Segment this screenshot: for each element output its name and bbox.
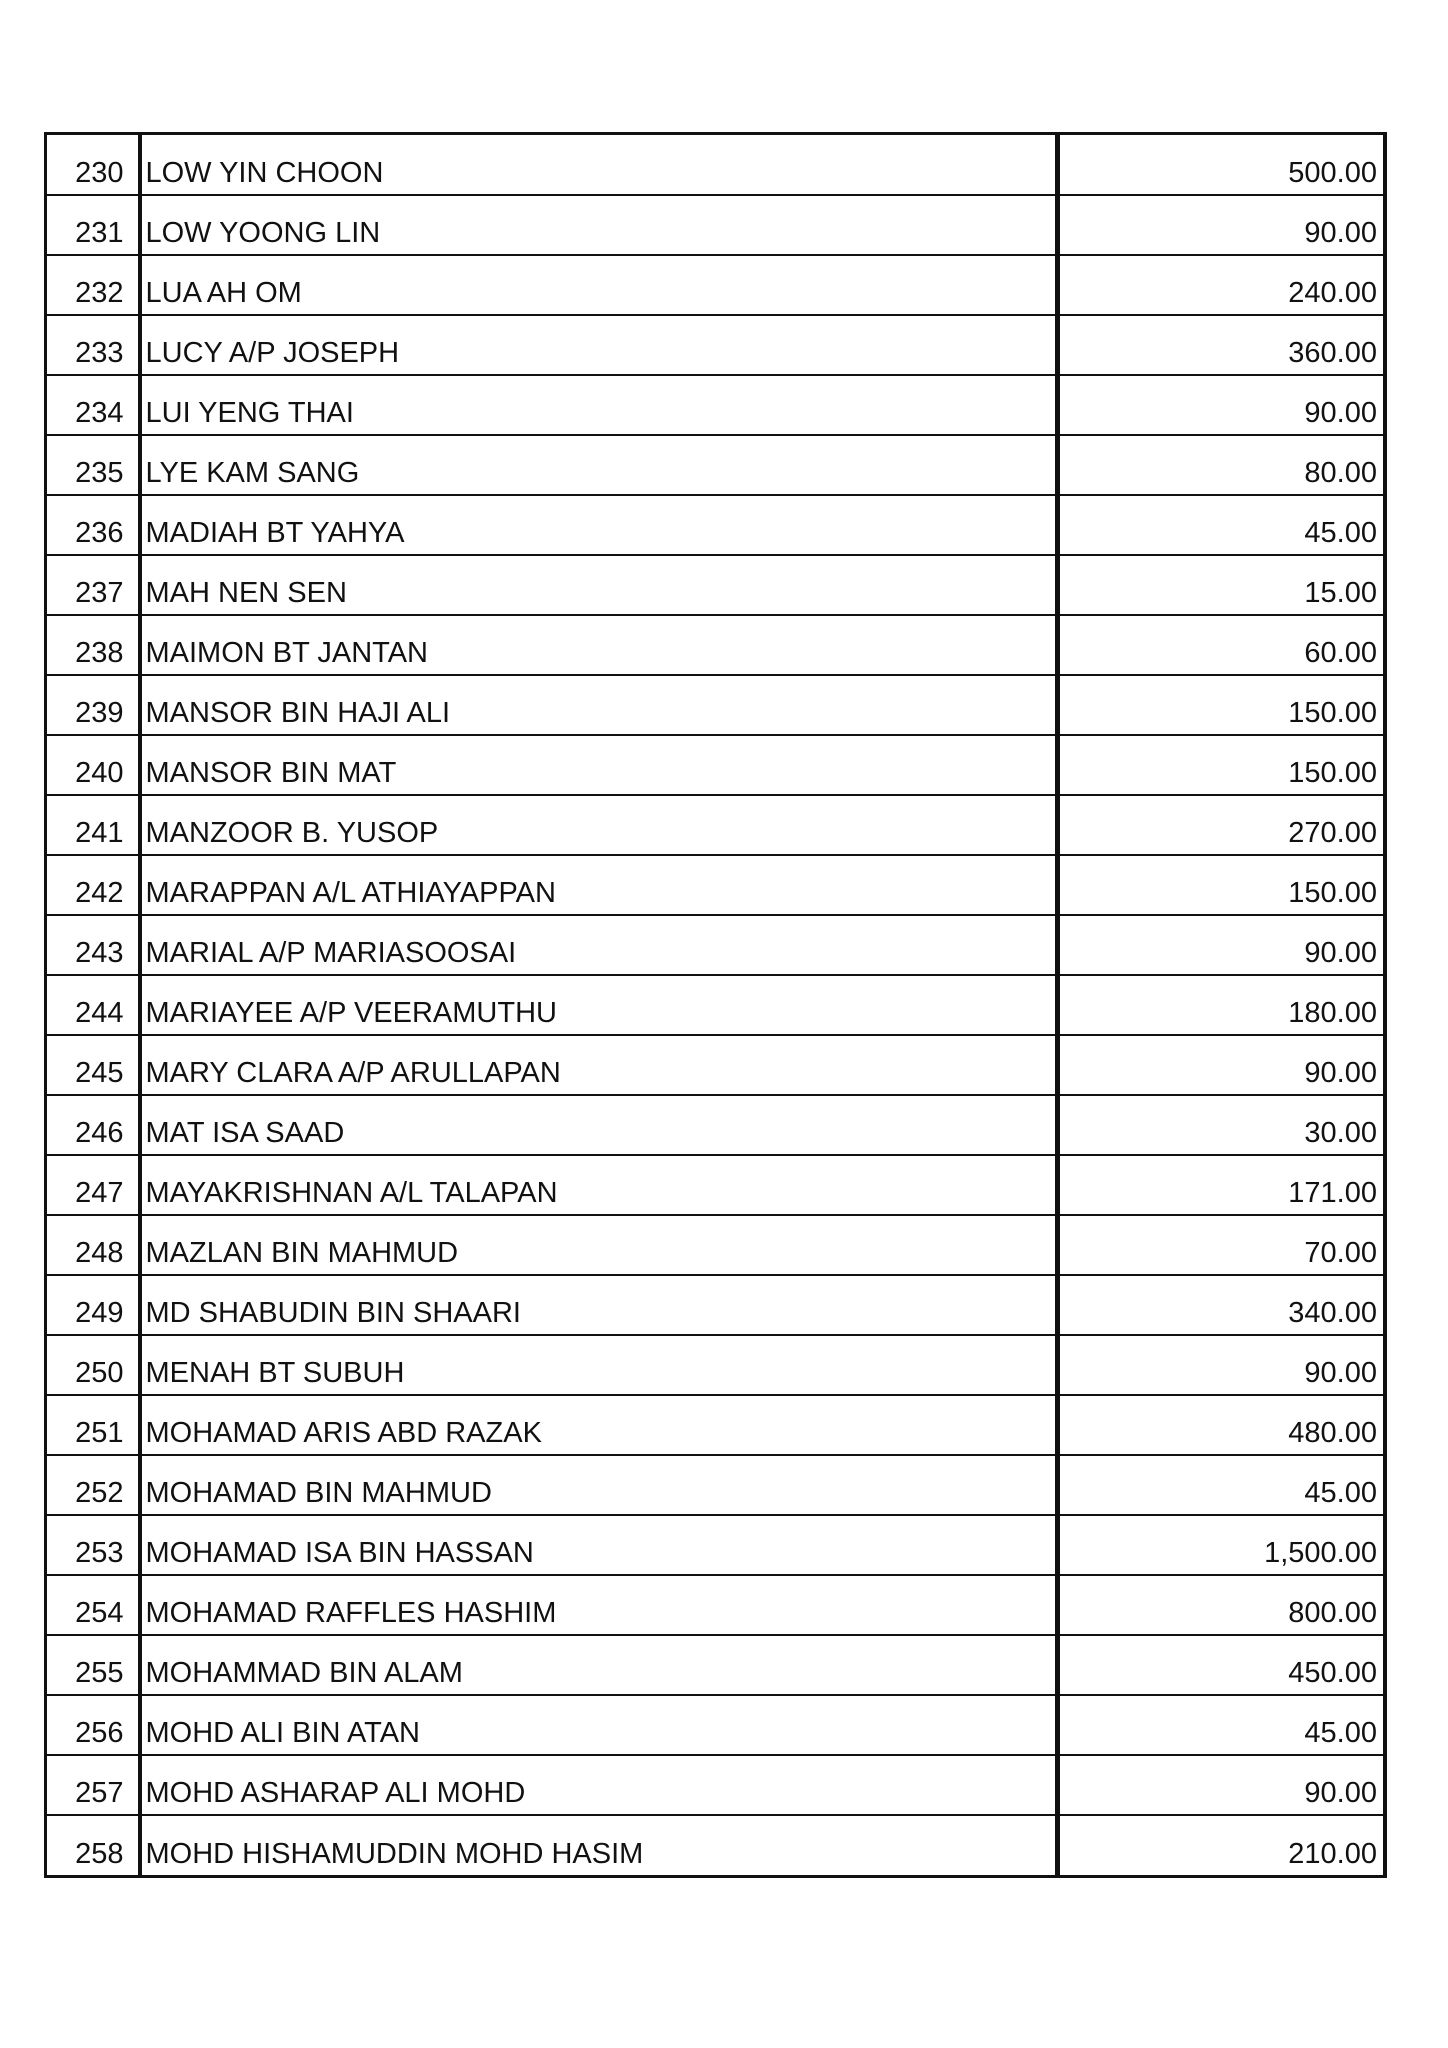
row-name: MAYAKRISHNAN A/L TALAPAN [140, 1155, 1058, 1215]
row-number: 233 [46, 315, 140, 375]
row-number: 246 [46, 1095, 140, 1155]
row-number: 247 [46, 1155, 140, 1215]
row-name: LYE KAM SANG [140, 435, 1058, 495]
table-row [46, 255, 1386, 315]
row-number: 232 [46, 255, 140, 315]
row-amount: 90.00 [1058, 195, 1386, 255]
row-name: MAH NEN SEN [140, 555, 1058, 615]
row-name: MANSOR BIN HAJI ALI [140, 675, 1058, 735]
table-row [46, 375, 1386, 435]
row-number: 230 [46, 135, 140, 195]
row-amount: 1,500.00 [1058, 1515, 1386, 1575]
table-row [46, 675, 1386, 735]
row-amount: 800.00 [1058, 1575, 1386, 1635]
row-name: MANZOOR B. YUSOP [140, 795, 1058, 855]
row-number: 256 [46, 1695, 140, 1755]
row-amount: 90.00 [1058, 375, 1386, 435]
row-amount: 70.00 [1058, 1215, 1386, 1275]
row-number: 254 [46, 1575, 140, 1635]
row-number: 234 [46, 375, 140, 435]
row-name: MADIAH BT YAHYA [140, 495, 1058, 555]
donor-list-table [44, 132, 1387, 1878]
row-name: MANSOR BIN MAT [140, 735, 1058, 795]
row-amount: 360.00 [1058, 315, 1386, 375]
row-number: 239 [46, 675, 140, 735]
row-name: MOHD ASHARAP ALI MOHD [140, 1755, 1058, 1815]
table-row [46, 1035, 1386, 1095]
table-row [46, 1635, 1386, 1695]
table-row [46, 1815, 1386, 1875]
row-number: 235 [46, 435, 140, 495]
row-number: 251 [46, 1395, 140, 1455]
row-amount: 210.00 [1058, 1815, 1386, 1875]
row-amount: 240.00 [1058, 255, 1386, 315]
row-number: 238 [46, 615, 140, 675]
row-amount: 90.00 [1058, 1035, 1386, 1095]
row-number: 257 [46, 1755, 140, 1815]
row-number: 245 [46, 1035, 140, 1095]
table-row [46, 1755, 1386, 1815]
row-number: 240 [46, 735, 140, 795]
table-row [46, 915, 1386, 975]
row-name: MOHAMAD RAFFLES HASHIM [140, 1575, 1058, 1635]
row-name: LUCY A/P JOSEPH [140, 315, 1058, 375]
row-amount: 90.00 [1058, 1755, 1386, 1815]
row-name: LOW YOONG LIN [140, 195, 1058, 255]
row-number: 252 [46, 1455, 140, 1515]
row-name: LUI YENG THAI [140, 375, 1058, 435]
row-name: LUA AH OM [140, 255, 1058, 315]
row-amount: 45.00 [1058, 495, 1386, 555]
row-amount: 90.00 [1058, 915, 1386, 975]
table-row [46, 1515, 1386, 1575]
table-row [46, 975, 1386, 1035]
row-name: MARY CLARA A/P ARULLAPAN [140, 1035, 1058, 1095]
table-row [46, 1155, 1386, 1215]
row-amount: 90.00 [1058, 1335, 1386, 1395]
ledger-table [44, 135, 1387, 1875]
row-number: 237 [46, 555, 140, 615]
table-row [46, 1395, 1386, 1455]
row-name: MOHAMMAD BIN ALAM [140, 1635, 1058, 1695]
row-amount: 450.00 [1058, 1635, 1386, 1695]
table-row [46, 195, 1386, 255]
row-amount: 60.00 [1058, 615, 1386, 675]
row-amount: 80.00 [1058, 435, 1386, 495]
table-row [46, 315, 1386, 375]
row-name: MENAH BT SUBUH [140, 1335, 1058, 1395]
row-name: MAIMON BT JANTAN [140, 615, 1058, 675]
table-row [46, 1335, 1386, 1395]
row-name: LOW YIN CHOON [140, 135, 1058, 195]
row-name: MAZLAN BIN MAHMUD [140, 1215, 1058, 1275]
row-name: MD SHABUDIN BIN SHAARI [140, 1275, 1058, 1335]
row-name: MOHAMAD ARIS ABD RAZAK [140, 1395, 1058, 1455]
row-amount: 171.00 [1058, 1155, 1386, 1215]
row-amount: 45.00 [1058, 1695, 1386, 1755]
row-number: 250 [46, 1335, 140, 1395]
row-number: 241 [46, 795, 140, 855]
row-number: 253 [46, 1515, 140, 1575]
row-name: MOHD HISHAMUDDIN MOHD HASIM [140, 1815, 1058, 1875]
row-name: MARIAYEE A/P VEERAMUTHU [140, 975, 1058, 1035]
ledger-body [46, 135, 1386, 1875]
row-number: 242 [46, 855, 140, 915]
row-number: 236 [46, 495, 140, 555]
table-row [46, 855, 1386, 915]
row-name: MARIAL A/P MARIASOOSAI [140, 915, 1058, 975]
table-row [46, 735, 1386, 795]
table-row [46, 1455, 1386, 1515]
row-name: MOHAMAD BIN MAHMUD [140, 1455, 1058, 1515]
row-amount: 500.00 [1058, 135, 1386, 195]
row-amount: 45.00 [1058, 1455, 1386, 1515]
table-row [46, 795, 1386, 855]
row-amount: 150.00 [1058, 675, 1386, 735]
row-number: 244 [46, 975, 140, 1035]
row-number: 255 [46, 1635, 140, 1695]
table-row [46, 1095, 1386, 1155]
row-amount: 480.00 [1058, 1395, 1386, 1455]
table-row [46, 1695, 1386, 1755]
row-number: 248 [46, 1215, 140, 1275]
row-amount: 340.00 [1058, 1275, 1386, 1335]
row-amount: 150.00 [1058, 855, 1386, 915]
table-row [46, 435, 1386, 495]
table-row [46, 495, 1386, 555]
row-name: MARAPPAN A/L ATHIAYAPPAN [140, 855, 1058, 915]
row-amount: 150.00 [1058, 735, 1386, 795]
row-amount: 180.00 [1058, 975, 1386, 1035]
table-row [46, 1215, 1386, 1275]
table-row [46, 1575, 1386, 1635]
table-row [46, 615, 1386, 675]
row-number: 249 [46, 1275, 140, 1335]
row-number: 243 [46, 915, 140, 975]
table-row [46, 135, 1386, 195]
row-name: MOHAMAD ISA BIN HASSAN [140, 1515, 1058, 1575]
row-amount: 270.00 [1058, 795, 1386, 855]
table-row [46, 1275, 1386, 1335]
row-amount: 15.00 [1058, 555, 1386, 615]
row-name: MAT ISA SAAD [140, 1095, 1058, 1155]
table-row [46, 555, 1386, 615]
row-number: 231 [46, 195, 140, 255]
row-amount: 30.00 [1058, 1095, 1386, 1155]
row-name: MOHD ALI BIN ATAN [140, 1695, 1058, 1755]
row-number: 258 [46, 1815, 140, 1875]
